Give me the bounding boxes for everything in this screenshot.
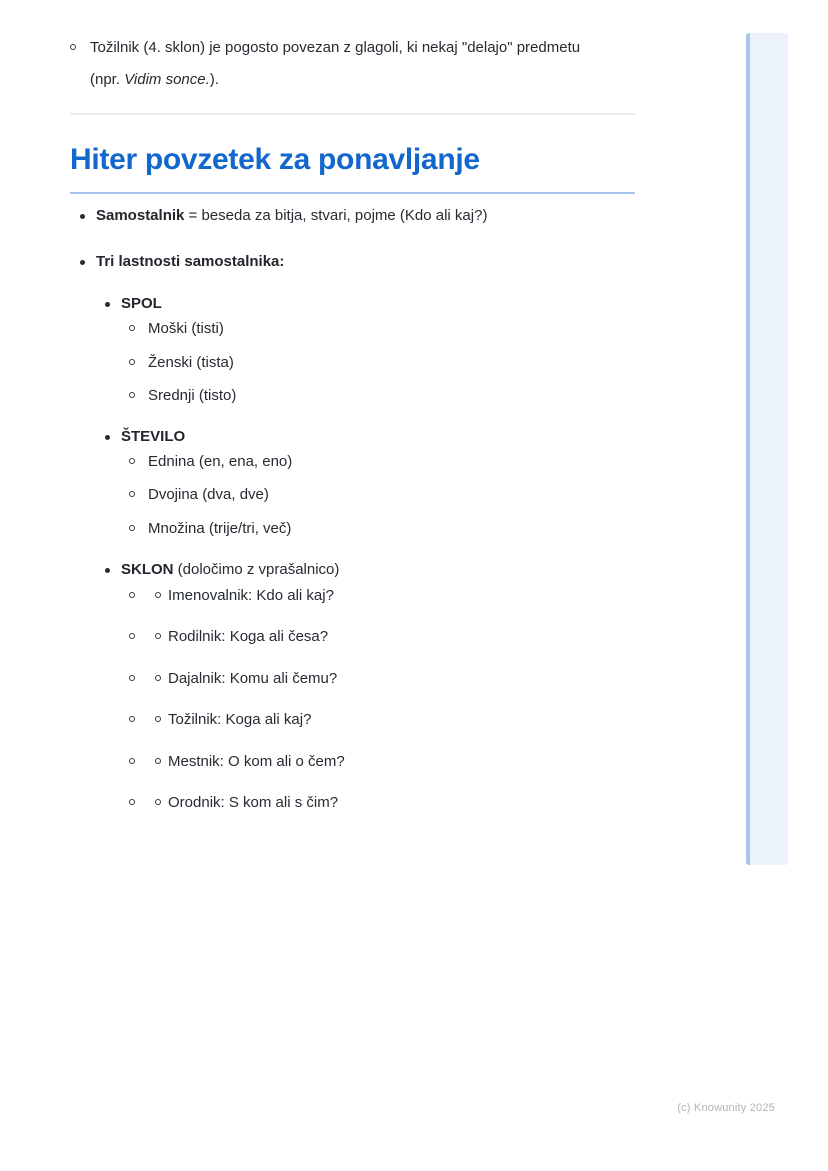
circle-bullet-icon bbox=[129, 351, 148, 365]
circle-bullet-icon bbox=[155, 708, 168, 722]
list-item-sklon bbox=[70, 558, 635, 582]
intro-text bbox=[90, 32, 590, 96]
circle-bullet-icon bbox=[155, 750, 168, 764]
bullet-icon bbox=[105, 558, 121, 573]
list-item-zenski bbox=[70, 351, 635, 375]
list-item-text: Moški (tisti) bbox=[148, 320, 224, 337]
circle-bullet-icon bbox=[129, 584, 155, 598]
intro-lead: Tožilnik (4. sklon) je pogosto povezan z glagoli, ki nekaj "delajo" predmetu (npr. bbox=[90, 39, 581, 88]
term-samostalnik: Samostalnik bbox=[96, 207, 185, 224]
list-item-dvojina bbox=[70, 483, 635, 507]
circle-bullet-icon bbox=[129, 708, 155, 722]
list-item-dajalnik bbox=[70, 667, 635, 691]
list-item-spol bbox=[70, 292, 635, 316]
list-item-text: Imenovalnik: Kdo ali kaj? bbox=[168, 587, 334, 604]
list-item-text: SPOL bbox=[121, 295, 162, 312]
list-item-srednji bbox=[70, 384, 635, 408]
list-item-mnozina bbox=[70, 517, 635, 541]
list-item-text: Ženski (tista) bbox=[148, 354, 234, 371]
list-item-text: Dvojina (dva, dve) bbox=[148, 486, 269, 503]
section-divider bbox=[70, 113, 635, 115]
circle-bullet-icon bbox=[155, 625, 168, 639]
list-item-imenovalnik bbox=[70, 584, 635, 608]
list-item-text: ŠTEVILO bbox=[121, 428, 186, 445]
scrollbar-thumb[interactable] bbox=[746, 33, 788, 865]
list-item-text: Tri lastnosti samostalnika: bbox=[96, 253, 285, 270]
list-item-rodilnik bbox=[70, 625, 635, 649]
list-item-text: Srednji (tisto) bbox=[148, 387, 237, 404]
circle-bullet-icon bbox=[70, 32, 90, 50]
list-item-tozilnik bbox=[70, 708, 635, 732]
list-item-ednina bbox=[70, 450, 635, 474]
circle-bullet-icon bbox=[155, 667, 168, 681]
list-item-text: Ednina (en, ena, eno) bbox=[148, 453, 293, 470]
bullet-icon bbox=[105, 425, 121, 440]
bullet-icon bbox=[80, 204, 96, 219]
bullet-icon bbox=[105, 292, 121, 307]
intro-tail: ). bbox=[209, 71, 219, 88]
section-heading: Hiter povzetek za ponavljanje bbox=[70, 141, 635, 194]
circle-bullet-icon bbox=[129, 450, 148, 464]
intro-bullet-item bbox=[70, 32, 635, 96]
list-item-tri-lastnosti bbox=[70, 250, 635, 274]
list-item-samostalnik bbox=[70, 204, 635, 228]
list-item-orodnik bbox=[70, 791, 635, 815]
list-item-moski bbox=[70, 317, 635, 341]
document-page bbox=[70, 0, 635, 815]
term-samostalnik-definition: = beseda za bitja, stvari, pojme (Kdo ali kaj?) bbox=[184, 207, 488, 224]
circle-bullet-icon bbox=[129, 791, 155, 805]
circle-bullet-icon bbox=[129, 384, 148, 398]
circle-bullet-icon bbox=[155, 584, 168, 598]
copyright-text: (c) Knowunity 2025 bbox=[677, 1102, 775, 1114]
circle-bullet-icon bbox=[129, 625, 155, 639]
list-item-text bbox=[96, 204, 487, 228]
term-sklon: SKLON bbox=[121, 561, 174, 578]
circle-bullet-icon bbox=[129, 667, 155, 681]
list-item-text: Rodilnik: Koga ali česa? bbox=[168, 628, 329, 645]
bullet-icon bbox=[80, 250, 96, 265]
list-item-text: Množina (trije/tri, več) bbox=[148, 520, 292, 537]
list-item-text: Mestnik: O kom ali o čem? bbox=[168, 753, 345, 770]
list-item-text bbox=[121, 558, 339, 582]
list-item-text: Orodnik: S kom ali s čim? bbox=[168, 794, 339, 811]
list-item-text: Dajalnik: Komu ali čemu? bbox=[168, 670, 338, 687]
term-sklon-suffix: (določimo z vprašalnico) bbox=[173, 561, 340, 578]
circle-bullet-icon bbox=[129, 317, 148, 331]
circle-bullet-icon bbox=[129, 483, 148, 497]
circle-bullet-icon bbox=[129, 517, 148, 531]
list-item-text: Tožilnik: Koga ali kaj? bbox=[168, 711, 312, 728]
intro-example: Vidim sonce. bbox=[124, 71, 210, 88]
circle-bullet-icon bbox=[129, 750, 155, 764]
list-item-stevilo bbox=[70, 425, 635, 449]
list-item-mestnik bbox=[70, 750, 635, 774]
circle-bullet-icon bbox=[155, 791, 168, 805]
